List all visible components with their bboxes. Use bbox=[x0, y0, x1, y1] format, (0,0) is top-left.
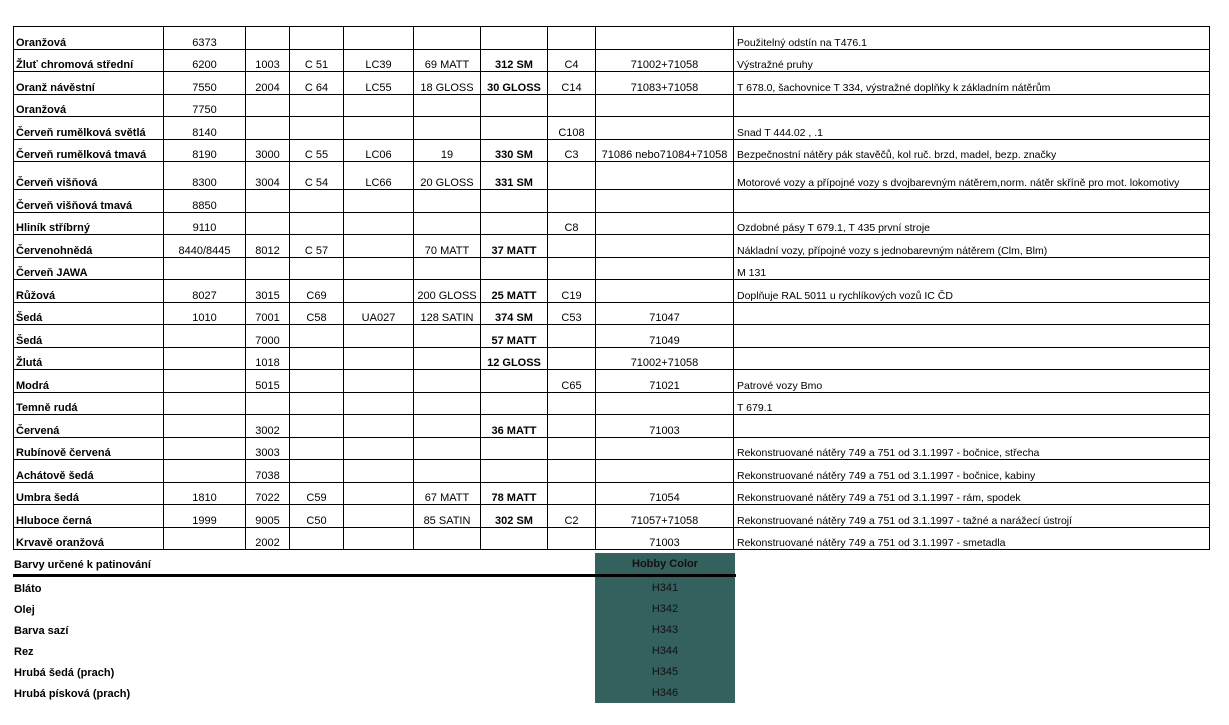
code-cell-c4: LC06 bbox=[344, 139, 414, 162]
patina-label: Olej bbox=[14, 604, 35, 616]
color-name-cell: Červeň JAWA bbox=[14, 257, 164, 280]
color-name-cell: Umbra šedá bbox=[14, 482, 164, 505]
color-name-cell: Krvavě oranžová bbox=[14, 527, 164, 550]
code-cell-c2: 2004 bbox=[246, 72, 290, 95]
note-cell: Výstražné pruhy bbox=[734, 49, 1210, 72]
patina-label: Hrubá šedá (prach) bbox=[14, 667, 115, 679]
table-row bbox=[14, 460, 1210, 483]
code-cell-c4: LC66 bbox=[344, 162, 414, 190]
table-row bbox=[14, 302, 1210, 325]
code-cell-c6 bbox=[481, 212, 548, 235]
note-cell: T 679.1 bbox=[734, 392, 1210, 415]
code-cell-c4 bbox=[344, 505, 414, 528]
code-cell-c7 bbox=[548, 415, 596, 438]
note-cell: Rekonstruované nátěry 749 a 751 od 3.1.1997 - bočnice, kabiny bbox=[734, 460, 1210, 483]
code-cell-c1: 1810 bbox=[164, 482, 246, 505]
code-cell-c8: 71086 nebo71084+71058 bbox=[596, 139, 734, 162]
code-cell-c8 bbox=[596, 117, 734, 140]
code-cell-c4 bbox=[344, 190, 414, 213]
code-cell-c2 bbox=[246, 392, 290, 415]
code-cell-c1: 1999 bbox=[164, 505, 246, 528]
code-cell-c3 bbox=[290, 370, 344, 393]
code-cell-c4 bbox=[344, 460, 414, 483]
patina-label: Bláto bbox=[14, 583, 42, 595]
patina-section bbox=[13, 553, 736, 703]
code-cell-c2: 3003 bbox=[246, 437, 290, 460]
table-row bbox=[14, 257, 1210, 280]
color-name-cell: Žlutá bbox=[14, 347, 164, 370]
table-row bbox=[14, 482, 1210, 505]
table-row bbox=[14, 280, 1210, 303]
code-cell-c8 bbox=[596, 190, 734, 213]
code-cell-c5: 128 SATIN bbox=[414, 302, 481, 325]
code-cell-c2: 7001 bbox=[246, 302, 290, 325]
code-cell-c8: 71021 bbox=[596, 370, 734, 393]
code-cell-c5 bbox=[414, 325, 481, 348]
code-cell-c3 bbox=[290, 347, 344, 370]
code-cell-c8: 71003 bbox=[596, 527, 734, 550]
code-cell-c8 bbox=[596, 460, 734, 483]
code-cell-c7: C4 bbox=[548, 49, 596, 72]
code-cell-c4 bbox=[344, 392, 414, 415]
code-cell-c6: 12 GLOSS bbox=[481, 347, 548, 370]
code-cell-c3: C 55 bbox=[290, 139, 344, 162]
color-name-cell: Temně rudá bbox=[14, 392, 164, 415]
patina-label: Barva sazí bbox=[14, 625, 69, 637]
code-cell-c1: 1010 bbox=[164, 302, 246, 325]
code-cell-c6: 36 MATT bbox=[481, 415, 548, 438]
code-cell-c3: C50 bbox=[290, 505, 344, 528]
code-cell-c6: 37 MATT bbox=[481, 235, 548, 258]
patina-value: H346 bbox=[595, 682, 735, 703]
code-cell-c7 bbox=[548, 527, 596, 550]
code-cell-c3 bbox=[290, 257, 344, 280]
code-cell-c5 bbox=[414, 212, 481, 235]
code-cell-c8 bbox=[596, 392, 734, 415]
code-cell-c6 bbox=[481, 257, 548, 280]
color-table-body bbox=[14, 27, 1210, 550]
code-cell-c8 bbox=[596, 94, 734, 117]
code-cell-c6 bbox=[481, 437, 548, 460]
note-cell: Rekonstruované nátěry 749 a 751 od 3.1.1997 - smetadla bbox=[734, 527, 1210, 550]
code-cell-c4 bbox=[344, 437, 414, 460]
code-cell-c6: 331 SM bbox=[481, 162, 548, 190]
code-cell-c7 bbox=[548, 257, 596, 280]
code-cell-c5 bbox=[414, 370, 481, 393]
code-cell-c2: 9005 bbox=[246, 505, 290, 528]
code-cell-c5 bbox=[414, 460, 481, 483]
code-cell-c1: 8440/8445 bbox=[164, 235, 246, 258]
table-row bbox=[14, 72, 1210, 95]
code-cell-c2 bbox=[246, 190, 290, 213]
code-cell-c6 bbox=[481, 527, 548, 550]
note-cell: Rekonstruované nátěry 749 a 751 od 3.1.1997 - tažné a narážecí ústrojí bbox=[734, 505, 1210, 528]
code-cell-c7 bbox=[548, 94, 596, 117]
note-cell: Rekonstruované nátěry 749 a 751 od 3.1.1997 - rám, spodek bbox=[734, 482, 1210, 505]
code-cell-c4 bbox=[344, 257, 414, 280]
code-cell-c7: C53 bbox=[548, 302, 596, 325]
color-name-cell: Šedá bbox=[14, 302, 164, 325]
code-cell-c4 bbox=[344, 415, 414, 438]
color-name-cell: Oranžová bbox=[14, 94, 164, 117]
code-cell-c8: 71003 bbox=[596, 415, 734, 438]
code-cell-c3 bbox=[290, 415, 344, 438]
code-cell-c3: C59 bbox=[290, 482, 344, 505]
code-cell-c3 bbox=[290, 460, 344, 483]
code-cell-c3: C 51 bbox=[290, 49, 344, 72]
code-cell-c6 bbox=[481, 370, 548, 393]
code-cell-c3 bbox=[290, 117, 344, 140]
code-cell-c6: 57 MATT bbox=[481, 325, 548, 348]
note-cell: M 131 bbox=[734, 257, 1210, 280]
note-cell: Nákladní vozy, přípojné vozy s jednobarevným nátěrem (Clm, Blm) bbox=[734, 235, 1210, 258]
code-cell-c5: 19 bbox=[414, 139, 481, 162]
code-cell-c7 bbox=[548, 482, 596, 505]
patina-row bbox=[13, 598, 736, 619]
code-cell-c3 bbox=[290, 94, 344, 117]
code-cell-c4 bbox=[344, 347, 414, 370]
code-cell-c5: 18 GLOSS bbox=[414, 72, 481, 95]
patina-items bbox=[13, 577, 736, 703]
code-cell-c4 bbox=[344, 27, 414, 50]
code-cell-c7 bbox=[548, 190, 596, 213]
code-cell-c7: C8 bbox=[548, 212, 596, 235]
code-cell-c8: 71083+71058 bbox=[596, 72, 734, 95]
code-cell-c5 bbox=[414, 347, 481, 370]
code-cell-c5 bbox=[414, 117, 481, 140]
note-cell: Použitelný odstín na T476.1 bbox=[734, 27, 1210, 50]
code-cell-c8 bbox=[596, 257, 734, 280]
patina-row bbox=[13, 619, 736, 640]
patina-row bbox=[13, 640, 736, 661]
color-name-cell: Červená bbox=[14, 415, 164, 438]
code-cell-c6: 374 SM bbox=[481, 302, 548, 325]
patina-header-value: Hobby Color bbox=[595, 553, 735, 574]
code-cell-c5: 69 MATT bbox=[414, 49, 481, 72]
code-cell-c3: C 64 bbox=[290, 72, 344, 95]
patina-value: H341 bbox=[595, 577, 735, 598]
code-cell-c4 bbox=[344, 325, 414, 348]
color-name-cell: Oranžová bbox=[14, 27, 164, 50]
table-row bbox=[14, 139, 1210, 162]
code-cell-c1 bbox=[164, 370, 246, 393]
patina-header-label: Barvy určené k patinování bbox=[14, 559, 151, 571]
color-name-cell: Modrá bbox=[14, 370, 164, 393]
code-cell-c5 bbox=[414, 190, 481, 213]
code-cell-c2: 5015 bbox=[246, 370, 290, 393]
code-cell-c4 bbox=[344, 117, 414, 140]
note-cell bbox=[734, 325, 1210, 348]
code-cell-c4 bbox=[344, 94, 414, 117]
table-row bbox=[14, 347, 1210, 370]
code-cell-c5 bbox=[414, 392, 481, 415]
code-cell-c6 bbox=[481, 117, 548, 140]
table-row bbox=[14, 415, 1210, 438]
code-cell-c7: C108 bbox=[548, 117, 596, 140]
code-cell-c8: 71057+71058 bbox=[596, 505, 734, 528]
code-cell-c3: C69 bbox=[290, 280, 344, 303]
code-cell-c5 bbox=[414, 415, 481, 438]
table-row bbox=[14, 162, 1210, 190]
code-cell-c7 bbox=[548, 27, 596, 50]
code-cell-c1: 7750 bbox=[164, 94, 246, 117]
patina-value: H343 bbox=[595, 619, 735, 640]
code-cell-c7: C3 bbox=[548, 139, 596, 162]
code-cell-c6: 330 SM bbox=[481, 139, 548, 162]
note-cell: Ozdobné pásy T 679.1, T 435 první stroje bbox=[734, 212, 1210, 235]
code-cell-c3 bbox=[290, 212, 344, 235]
patina-value: H344 bbox=[595, 640, 735, 661]
code-cell-c6 bbox=[481, 27, 548, 50]
note-cell: Motorové vozy a přípojné vozy s dvojbarevným nátěrem,norm. nátěr skříně pro mot. lokomotivy bbox=[734, 162, 1210, 190]
code-cell-c3: C58 bbox=[290, 302, 344, 325]
code-cell-c6: 78 MATT bbox=[481, 482, 548, 505]
code-cell-c2: 3004 bbox=[246, 162, 290, 190]
code-cell-c4 bbox=[344, 527, 414, 550]
code-cell-c7 bbox=[548, 392, 596, 415]
code-cell-c8 bbox=[596, 162, 734, 190]
patina-row bbox=[13, 682, 736, 703]
code-cell-c7: C65 bbox=[548, 370, 596, 393]
code-cell-c6 bbox=[481, 94, 548, 117]
code-cell-c1 bbox=[164, 415, 246, 438]
code-cell-c5 bbox=[414, 27, 481, 50]
color-name-cell: Červeň višňová bbox=[14, 162, 164, 190]
code-cell-c5 bbox=[414, 94, 481, 117]
code-cell-c2: 3000 bbox=[246, 139, 290, 162]
code-cell-c4 bbox=[344, 212, 414, 235]
code-cell-c6: 302 SM bbox=[481, 505, 548, 528]
code-cell-c8 bbox=[596, 212, 734, 235]
code-cell-c1: 8027 bbox=[164, 280, 246, 303]
code-cell-c1: 6373 bbox=[164, 27, 246, 50]
color-name-cell: Hluboce černá bbox=[14, 505, 164, 528]
code-cell-c1 bbox=[164, 460, 246, 483]
table-row bbox=[14, 212, 1210, 235]
code-cell-c6 bbox=[481, 392, 548, 415]
code-cell-c7 bbox=[548, 437, 596, 460]
color-name-cell: Oranž návěstní bbox=[14, 72, 164, 95]
code-cell-c1: 6200 bbox=[164, 49, 246, 72]
code-cell-c7 bbox=[548, 235, 596, 258]
code-cell-c1 bbox=[164, 257, 246, 280]
code-cell-c3 bbox=[290, 437, 344, 460]
code-cell-c1: 8140 bbox=[164, 117, 246, 140]
color-name-cell: Červeň rumělková tmavá bbox=[14, 139, 164, 162]
code-cell-c8: 71002+71058 bbox=[596, 49, 734, 72]
patina-header-row bbox=[13, 553, 736, 577]
code-cell-c2 bbox=[246, 212, 290, 235]
code-cell-c2: 8012 bbox=[246, 235, 290, 258]
code-cell-c1: 7550 bbox=[164, 72, 246, 95]
patina-label: Hrubá písková (prach) bbox=[14, 688, 131, 700]
code-cell-c1 bbox=[164, 527, 246, 550]
code-cell-c5: 200 GLOSS bbox=[414, 280, 481, 303]
note-cell bbox=[734, 302, 1210, 325]
code-cell-c7: C2 bbox=[548, 505, 596, 528]
color-name-cell: Červeň višňová tmavá bbox=[14, 190, 164, 213]
code-cell-c5 bbox=[414, 257, 481, 280]
code-cell-c2: 3002 bbox=[246, 415, 290, 438]
table-row bbox=[14, 527, 1210, 550]
table-row bbox=[14, 392, 1210, 415]
note-cell bbox=[734, 415, 1210, 438]
code-cell-c6 bbox=[481, 460, 548, 483]
code-cell-c1: 9110 bbox=[164, 212, 246, 235]
code-cell-c5: 67 MATT bbox=[414, 482, 481, 505]
code-cell-c7: C14 bbox=[548, 72, 596, 95]
patina-value: H345 bbox=[595, 661, 735, 682]
code-cell-c2: 7038 bbox=[246, 460, 290, 483]
code-cell-c3: C 54 bbox=[290, 162, 344, 190]
code-cell-c4 bbox=[344, 235, 414, 258]
table-row bbox=[14, 505, 1210, 528]
code-cell-c2: 7000 bbox=[246, 325, 290, 348]
color-name-cell: Žluť chromová střední bbox=[14, 49, 164, 72]
code-cell-c5 bbox=[414, 527, 481, 550]
code-cell-c2 bbox=[246, 94, 290, 117]
code-cell-c6: 25 MATT bbox=[481, 280, 548, 303]
code-cell-c2 bbox=[246, 257, 290, 280]
code-cell-c5: 85 SATIN bbox=[414, 505, 481, 528]
code-cell-c7 bbox=[548, 325, 596, 348]
code-cell-c2: 3015 bbox=[246, 280, 290, 303]
note-cell: Snad T 444.02 , .1 bbox=[734, 117, 1210, 140]
code-cell-c2 bbox=[246, 117, 290, 140]
color-name-cell: Hliník stříbrný bbox=[14, 212, 164, 235]
code-cell-c4 bbox=[344, 280, 414, 303]
patina-value: H342 bbox=[595, 598, 735, 619]
code-cell-c8 bbox=[596, 280, 734, 303]
patina-label: Rez bbox=[14, 646, 34, 658]
color-table bbox=[13, 26, 1210, 550]
code-cell-c1 bbox=[164, 347, 246, 370]
patina-row bbox=[13, 577, 736, 598]
code-cell-c4: LC39 bbox=[344, 49, 414, 72]
code-cell-c8 bbox=[596, 27, 734, 50]
code-cell-c1: 8190 bbox=[164, 139, 246, 162]
note-cell: Doplňuje RAL 5011 u rychlíkových vozů IC ČD bbox=[734, 280, 1210, 303]
patina-row bbox=[13, 661, 736, 682]
color-name-cell: Červeň rumělková světlá bbox=[14, 117, 164, 140]
note-cell: T 678.0, šachovnice T 334, výstražné doplňky k základním nátěrům bbox=[734, 72, 1210, 95]
code-cell-c7: C19 bbox=[548, 280, 596, 303]
code-cell-c4: LC55 bbox=[344, 72, 414, 95]
code-cell-c2: 2002 bbox=[246, 527, 290, 550]
code-cell-c4: UA027 bbox=[344, 302, 414, 325]
table-row bbox=[14, 325, 1210, 348]
code-cell-c3 bbox=[290, 27, 344, 50]
code-cell-c6: 312 SM bbox=[481, 49, 548, 72]
table-row bbox=[14, 49, 1210, 72]
table-row bbox=[14, 117, 1210, 140]
color-name-cell: Achátově šedá bbox=[14, 460, 164, 483]
code-cell-c8: 71047 bbox=[596, 302, 734, 325]
code-cell-c1: 8300 bbox=[164, 162, 246, 190]
table-row bbox=[14, 94, 1210, 117]
code-cell-c1 bbox=[164, 392, 246, 415]
code-cell-c8 bbox=[596, 235, 734, 258]
code-cell-c6 bbox=[481, 190, 548, 213]
code-cell-c1 bbox=[164, 325, 246, 348]
note-cell: Patrové vozy Bmo bbox=[734, 370, 1210, 393]
code-cell-c7 bbox=[548, 162, 596, 190]
code-cell-c8: 71054 bbox=[596, 482, 734, 505]
color-name-cell: Červenohnědá bbox=[14, 235, 164, 258]
color-name-cell: Šedá bbox=[14, 325, 164, 348]
color-table-sheet bbox=[13, 26, 1210, 550]
code-cell-c3: C 57 bbox=[290, 235, 344, 258]
table-row bbox=[14, 27, 1210, 50]
code-cell-c8: 71002+71058 bbox=[596, 347, 734, 370]
code-cell-c2: 1018 bbox=[246, 347, 290, 370]
table-row bbox=[14, 437, 1210, 460]
code-cell-c7 bbox=[548, 460, 596, 483]
code-cell-c3 bbox=[290, 527, 344, 550]
code-cell-c5 bbox=[414, 437, 481, 460]
table-row bbox=[14, 190, 1210, 213]
code-cell-c8: 71049 bbox=[596, 325, 734, 348]
note-cell: Bezpečnostní nátěry pák stavěčů, kol ruč. brzd, madel, bezp. značky bbox=[734, 139, 1210, 162]
code-cell-c7 bbox=[548, 347, 596, 370]
color-name-cell: Rubínově červená bbox=[14, 437, 164, 460]
code-cell-c2: 7022 bbox=[246, 482, 290, 505]
note-cell: Rekonstruované nátěry 749 a 751 od 3.1.1997 - bočnice, střecha bbox=[734, 437, 1210, 460]
code-cell-c1: 8850 bbox=[164, 190, 246, 213]
code-cell-c3 bbox=[290, 190, 344, 213]
code-cell-c2 bbox=[246, 27, 290, 50]
code-cell-c4 bbox=[344, 370, 414, 393]
code-cell-c3 bbox=[290, 325, 344, 348]
code-cell-c1 bbox=[164, 437, 246, 460]
code-cell-c6: 30 GLOSS bbox=[481, 72, 548, 95]
table-row bbox=[14, 370, 1210, 393]
color-name-cell: Růžová bbox=[14, 280, 164, 303]
code-cell-c8 bbox=[596, 437, 734, 460]
code-cell-c5: 20 GLOSS bbox=[414, 162, 481, 190]
code-cell-c3 bbox=[290, 392, 344, 415]
code-cell-c4 bbox=[344, 482, 414, 505]
table-row bbox=[14, 235, 1210, 258]
note-cell bbox=[734, 347, 1210, 370]
code-cell-c5: 70 MATT bbox=[414, 235, 481, 258]
code-cell-c2: 1003 bbox=[246, 49, 290, 72]
note-cell bbox=[734, 94, 1210, 117]
note-cell bbox=[734, 190, 1210, 213]
